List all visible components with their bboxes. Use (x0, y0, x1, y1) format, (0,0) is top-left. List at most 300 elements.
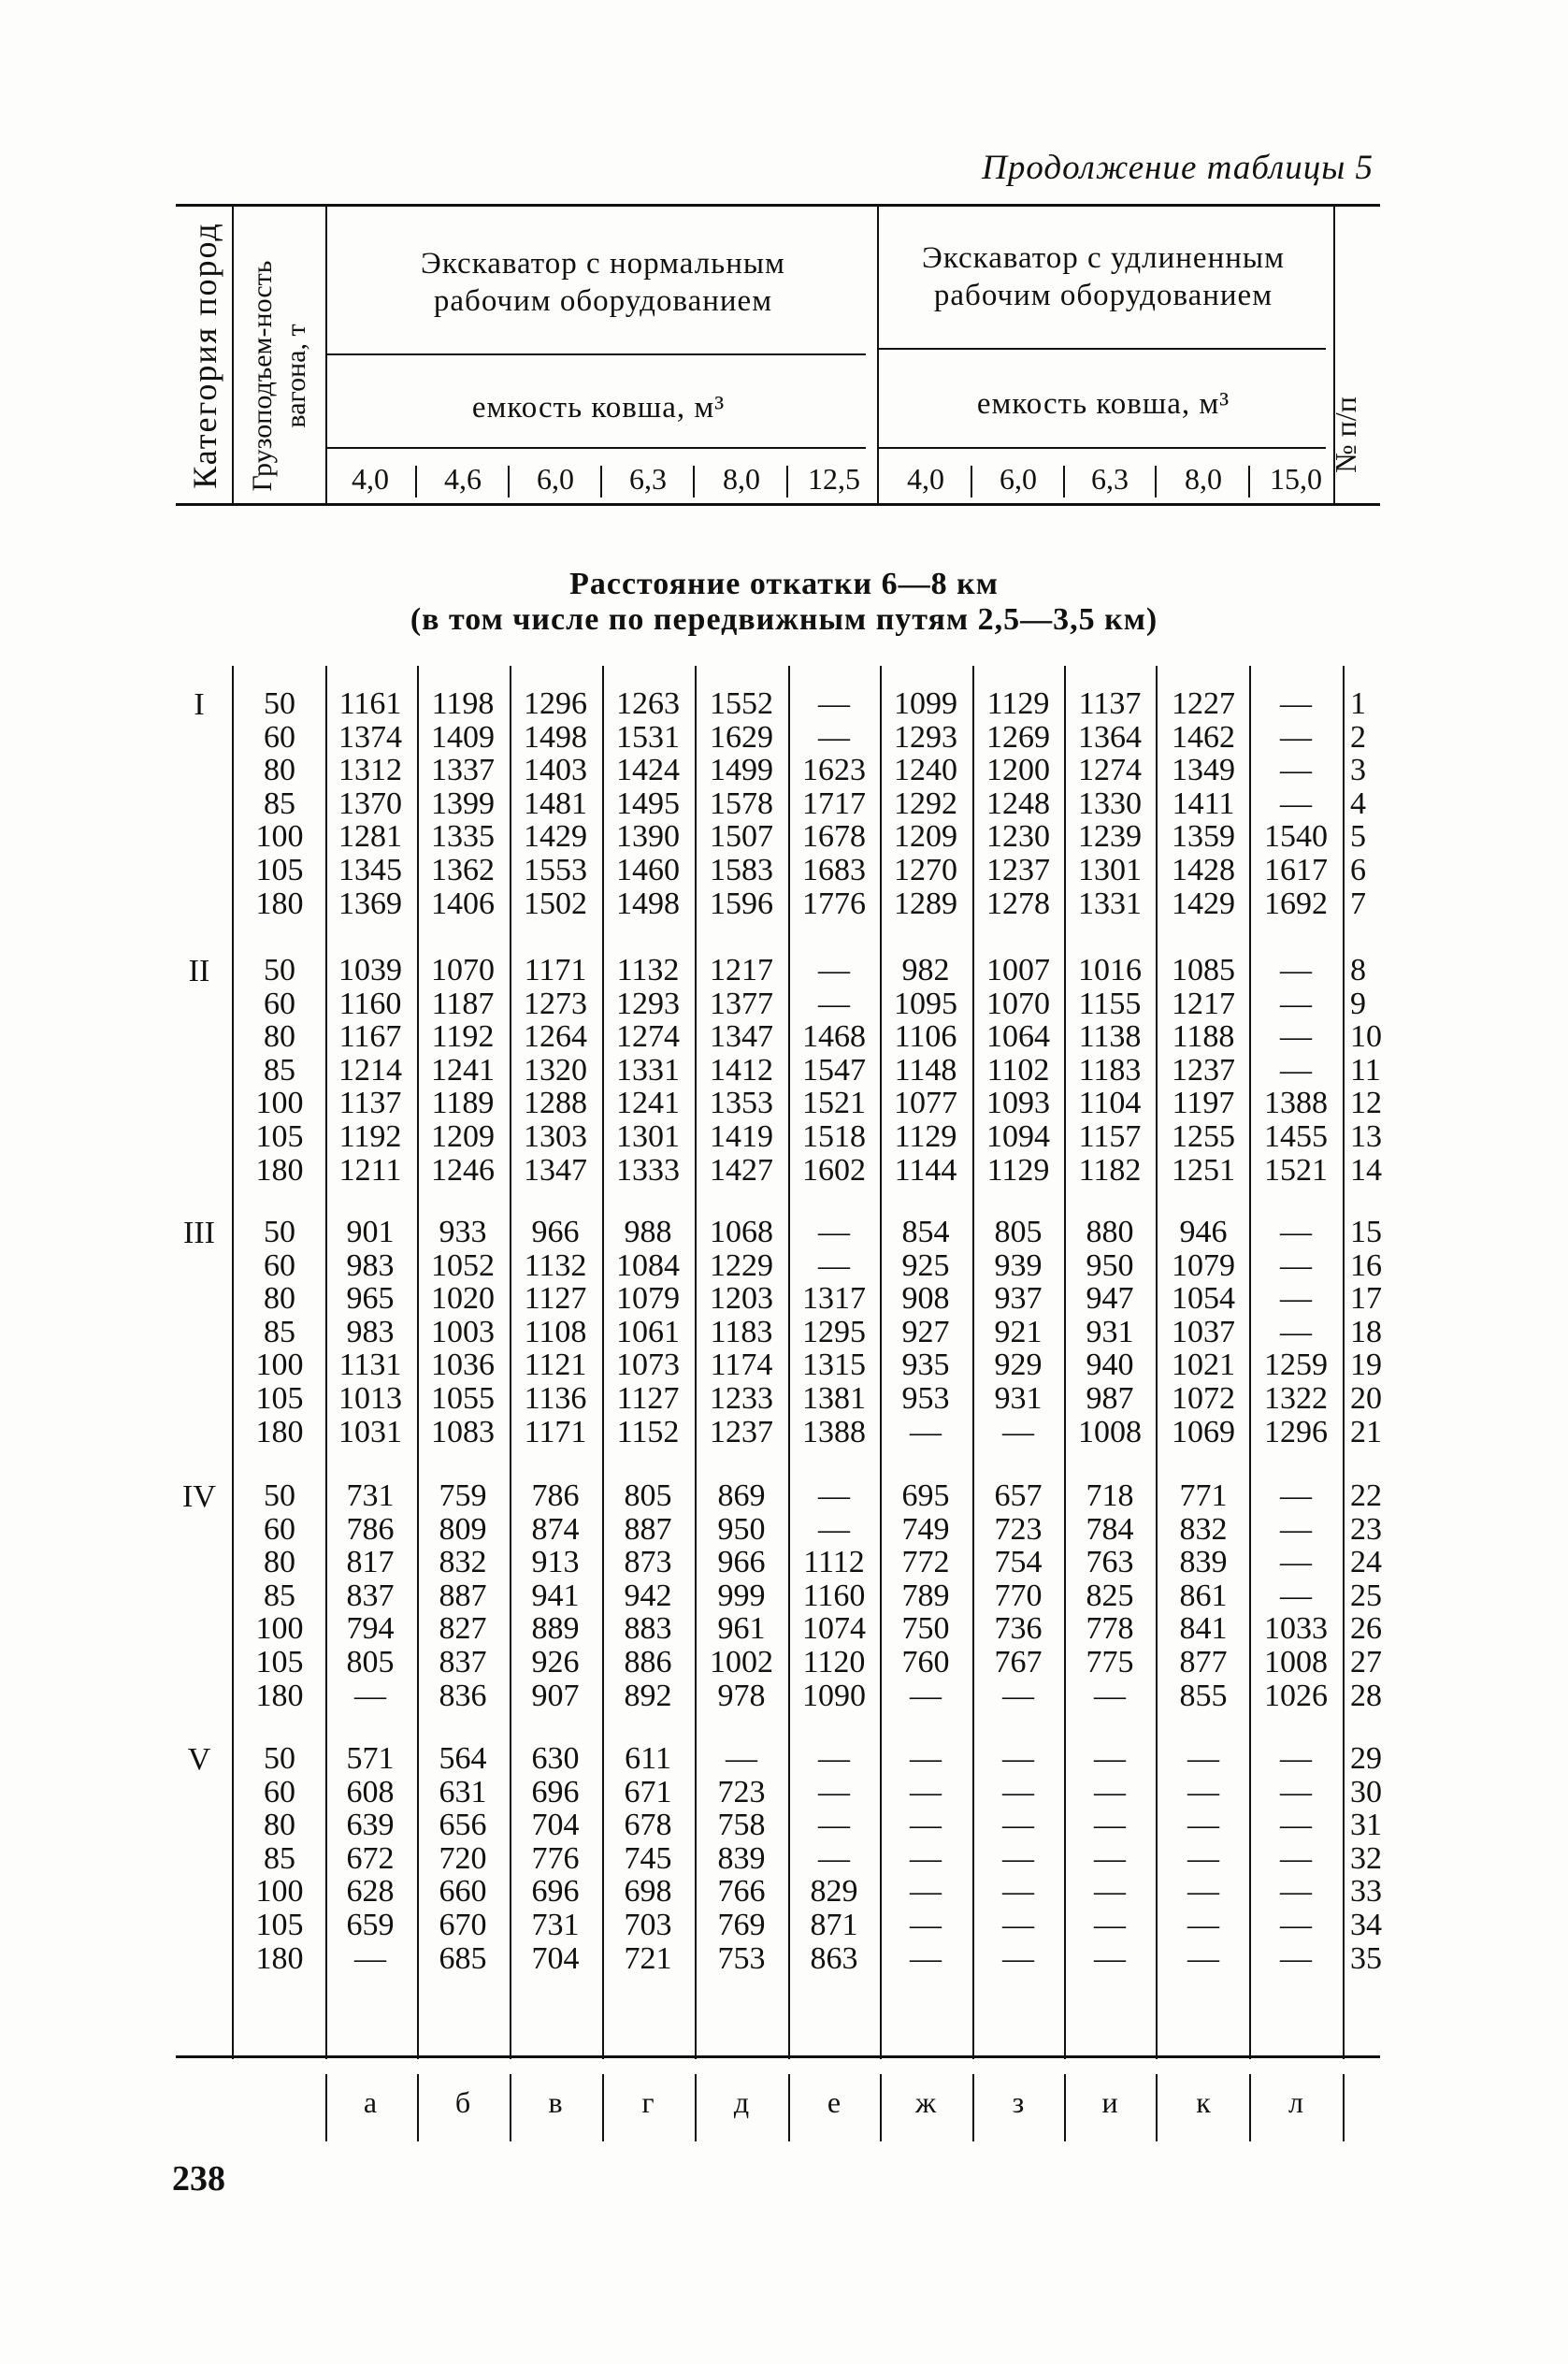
row-number: 24 (1350, 1545, 1382, 1580)
row-number: 27 (1350, 1645, 1382, 1679)
table-cell: — (910, 1908, 942, 1942)
table-cell: 827 (439, 1611, 487, 1647)
table-cell: 1274 (1078, 753, 1142, 788)
table-cell: 1016 (1078, 953, 1142, 987)
table-cell: 1498 (616, 886, 680, 921)
table-cell: 789 (901, 1578, 950, 1613)
row-number: 10 (1350, 1019, 1382, 1055)
table-cell: 731 (346, 1478, 395, 1513)
wagon-capacity: 100 (255, 1086, 304, 1121)
table-cell: — (1187, 1840, 1219, 1876)
table-cell: — (910, 1414, 942, 1449)
table-cell: 1427 (710, 1152, 773, 1188)
bucket-capacity-value: 4,6 (444, 462, 482, 496)
table-cell: — (1280, 1247, 1312, 1283)
table-cell: 953 (901, 1381, 950, 1416)
bucket-capacity-value: 4,0 (352, 462, 389, 496)
table-cell: 1157 (1078, 1119, 1142, 1154)
letter-separator (972, 2074, 974, 2141)
table-cell: — (818, 1808, 850, 1843)
row-number: 1 (1350, 686, 1366, 721)
table-cell: 736 (994, 1611, 1043, 1647)
table-cell: 784 (1086, 1511, 1134, 1547)
table-cell: 946 (1179, 1215, 1228, 1249)
table-cell: 889 (531, 1611, 580, 1647)
table-cell: 933 (439, 1215, 487, 1249)
rock-category: II (188, 954, 210, 988)
table-cell: 786 (346, 1511, 395, 1547)
table-cell: 639 (346, 1808, 395, 1843)
table-cell: 1289 (894, 886, 957, 921)
bucket-capacity-value: 15,0 (1270, 462, 1322, 496)
table-cell: 1211 (338, 1152, 402, 1188)
table-cell: — (1094, 1874, 1126, 1910)
table-cell: 1217 (1172, 986, 1235, 1021)
table-cell: 883 (624, 1611, 672, 1647)
table-cell: 611 (625, 1741, 671, 1776)
table-cell: 935 (901, 1348, 950, 1383)
table-cell: — (1280, 1578, 1312, 1613)
table-cell: 1137 (338, 1086, 402, 1121)
table-cell: 1174 (710, 1348, 773, 1383)
table-cell: 1085 (1172, 953, 1235, 987)
table-cell: 1127 (524, 1281, 587, 1317)
table-cell: 1502 (524, 886, 587, 921)
table-cell: 1152 (616, 1414, 680, 1449)
table-cell: 608 (346, 1774, 395, 1809)
wagon-capacity: 50 (264, 953, 295, 987)
table-cell: 1129 (986, 1152, 1050, 1188)
table-cell: 1132 (524, 1247, 587, 1283)
table-cell: 1388 (802, 1414, 866, 1449)
header-bottom-rule (176, 503, 1380, 506)
table-cell: 966 (531, 1215, 580, 1249)
rock-category: III (183, 1216, 215, 1250)
table-cell: 982 (901, 953, 950, 987)
letter-separator (1064, 2074, 1066, 2141)
table-cell: — (1187, 1774, 1219, 1809)
table-cell: 1331 (616, 1052, 680, 1088)
rock-category: V (187, 1742, 211, 1777)
table-cell: — (1280, 1314, 1312, 1349)
header-group-extended: Экскаватор с удлиненным рабочим оборудованием (922, 241, 1285, 312)
table-cell: 1131 (338, 1348, 402, 1383)
wagon-capacity: 50 (264, 686, 295, 721)
table-cell: 931 (994, 1381, 1043, 1416)
table-cell: 1102 (986, 1052, 1050, 1088)
table-cell: 1281 (338, 819, 402, 855)
table-cell: 1148 (894, 1052, 957, 1088)
table-cell: — (910, 1774, 942, 1809)
row-number: 3 (1350, 753, 1366, 788)
continuation-title: Продолжение таблицы 5 (982, 149, 1374, 187)
table-cell: 1106 (894, 1019, 957, 1055)
bucket-separator (1155, 466, 1157, 497)
bucket-separator (508, 466, 510, 497)
table-cell: 758 (717, 1808, 766, 1843)
table-cell: 1187 (431, 986, 495, 1021)
wagon-capacity: 85 (264, 1052, 295, 1088)
table-cell: — (1187, 1741, 1219, 1776)
table-cell: — (818, 953, 850, 987)
table-cell: 1429 (1172, 886, 1235, 921)
table-cell: 1182 (1078, 1152, 1142, 1188)
table-cell: 760 (901, 1645, 950, 1679)
table-cell: 1198 (431, 686, 495, 721)
table-cell: 754 (994, 1545, 1043, 1580)
table-cell: 656 (439, 1808, 487, 1843)
table-cell: 703 (624, 1908, 672, 1942)
table-cell: — (1280, 1019, 1312, 1055)
table-cell: 1390 (616, 819, 680, 855)
table-cell: 1095 (894, 986, 957, 1021)
table-cell: — (1280, 1874, 1312, 1910)
table-cell: 776 (531, 1840, 580, 1876)
table-cell: 941 (531, 1578, 580, 1613)
row-number: 6 (1350, 853, 1366, 887)
row-number: 19 (1350, 1348, 1382, 1383)
row-number: 12 (1350, 1086, 1382, 1121)
table-cell: 1381 (802, 1381, 866, 1416)
table-cell: 659 (346, 1908, 395, 1942)
table-cell: 1138 (1078, 1019, 1142, 1055)
table-cell: 880 (1086, 1215, 1134, 1249)
column-letter: з (1012, 2085, 1025, 2119)
table-cell: 1008 (1078, 1414, 1142, 1449)
table-cell: 1335 (431, 819, 495, 855)
table-cell: — (1094, 1678, 1126, 1713)
letter-separator (695, 2074, 697, 2141)
table-cell: 1069 (1172, 1414, 1235, 1449)
table-cell: 1776 (802, 886, 866, 921)
table-cell: — (910, 1840, 942, 1876)
table-cell: 1008 (1264, 1645, 1328, 1679)
table-cell: 873 (624, 1545, 672, 1580)
table-cell: 720 (439, 1840, 487, 1876)
table-cell: 1349 (1172, 753, 1235, 788)
table-cell: 1240 (894, 753, 957, 788)
table-cell: 1020 (431, 1281, 495, 1317)
table-cell: 1230 (986, 819, 1050, 855)
table-cell: 1037 (1172, 1314, 1235, 1349)
table-cell: 1192 (338, 1119, 402, 1154)
body-vline (232, 666, 234, 2059)
table-cell: 1072 (1172, 1381, 1235, 1416)
table-cell: 772 (901, 1545, 950, 1580)
bucket-separator (786, 466, 788, 497)
table-cell: 1499 (710, 753, 773, 788)
table-cell: — (1280, 1908, 1312, 1942)
table-cell: 832 (1179, 1511, 1228, 1547)
table-cell: 1596 (710, 886, 773, 921)
row-number: 22 (1350, 1478, 1382, 1513)
table-cell: 1409 (431, 719, 495, 755)
table-cell: 913 (531, 1545, 580, 1580)
table-cell: 1061 (616, 1314, 680, 1349)
table-cell: 1127 (616, 1381, 680, 1416)
table-cell: 1021 (1172, 1348, 1235, 1383)
table-cell: 1132 (616, 953, 680, 987)
table-cell: — (1002, 1940, 1034, 1976)
wagon-capacity: 105 (255, 853, 304, 887)
table-cell: 670 (439, 1908, 487, 1942)
table-cell: 1521 (802, 1086, 866, 1121)
table-cell: 1330 (1078, 786, 1142, 821)
wagon-capacity: 85 (264, 1314, 295, 1349)
wagon-capacity: 100 (255, 819, 304, 855)
table-cell: 1214 (338, 1052, 402, 1088)
table-cell: 1144 (894, 1152, 957, 1188)
table-cell: 861 (1179, 1578, 1228, 1613)
table-cell: — (1002, 1774, 1034, 1809)
row-number: 26 (1350, 1611, 1382, 1647)
bucket-separator (693, 466, 695, 497)
wagon-capacity: 85 (264, 1840, 295, 1876)
bucket-capacity-value: 8,0 (723, 462, 760, 496)
table-cell: — (1280, 1741, 1312, 1776)
table-cell: — (818, 1741, 850, 1776)
wagon-capacity: 85 (264, 786, 295, 821)
table-cell: — (1094, 1908, 1126, 1942)
table-cell: 1094 (986, 1119, 1050, 1154)
table-cell: 1462 (1172, 719, 1235, 755)
table-cell: 1068 (710, 1215, 773, 1249)
header-group-normal: Экскаватор с нормальным рабочим оборудованием (421, 247, 785, 318)
table-cell: 1112 (803, 1545, 865, 1580)
table-cell: — (1002, 1908, 1034, 1942)
wagon-capacity: 60 (264, 986, 295, 1021)
table-cell: 1237 (1172, 1052, 1235, 1088)
table-cell: 841 (1179, 1611, 1228, 1647)
table-cell: — (1280, 1808, 1312, 1843)
row-number: 30 (1350, 1774, 1382, 1809)
table-cell: 704 (531, 1808, 580, 1843)
table-cell: 731 (531, 1908, 580, 1942)
table-cell: 1039 (338, 953, 402, 987)
bucket-separator (415, 466, 417, 497)
table-cell: 1468 (802, 1019, 866, 1055)
table-cell: 660 (439, 1874, 487, 1910)
table-cell: 1293 (616, 986, 680, 1021)
table-cell: 1183 (710, 1314, 773, 1349)
table-cell: 1090 (802, 1678, 866, 1713)
table-cell: 901 (346, 1215, 395, 1249)
table-cell: 892 (624, 1678, 672, 1713)
table-cell: 1412 (710, 1052, 773, 1088)
table-cell: 1161 (338, 686, 402, 721)
table-cell: 1403 (524, 753, 587, 788)
rock-category: I (194, 687, 205, 722)
header-vline-3 (877, 204, 879, 505)
table-cell: 696 (531, 1774, 580, 1809)
table-cell: 1288 (524, 1086, 587, 1121)
table-cell: — (910, 1741, 942, 1776)
table-cell: 1052 (431, 1247, 495, 1283)
bucket-capacity-value: 4,0 (907, 462, 944, 496)
letter-separator (880, 2074, 882, 2141)
table-cell: 1203 (710, 1281, 773, 1317)
table-cell: — (1187, 1808, 1219, 1843)
table-cell: 723 (717, 1774, 766, 1809)
footer-rule (176, 2055, 1380, 2058)
table-cell: — (1094, 1840, 1126, 1876)
table-cell: 721 (624, 1940, 672, 1976)
table-cell: 766 (717, 1874, 766, 1910)
table-cell: 698 (624, 1874, 672, 1910)
table-cell: 1353 (710, 1086, 773, 1121)
header-subrule-4 (879, 447, 1326, 449)
table-cell: 1531 (616, 719, 680, 755)
table-cell: 1683 (802, 853, 866, 887)
header-subrule-1 (327, 353, 866, 355)
header-top-rule (176, 204, 1380, 207)
table-cell: — (1280, 1478, 1312, 1513)
letter-separator (602, 2074, 604, 2141)
table-cell: 1296 (524, 686, 587, 721)
table-cell: 1084 (616, 1247, 680, 1283)
table-cell: — (1002, 1808, 1034, 1843)
table-cell: 1629 (710, 719, 773, 755)
table-cell: 1295 (802, 1314, 866, 1349)
table-cell: 1429 (524, 819, 587, 855)
table-cell: 628 (346, 1874, 395, 1910)
header-bucket-extended: емкость ковша, м³ (976, 387, 1230, 421)
bucket-capacity-value: 8,0 (1185, 462, 1222, 496)
table-cell: 874 (531, 1511, 580, 1547)
bucket-separator (971, 466, 972, 497)
table-cell: 1518 (802, 1119, 866, 1154)
table-cell: 927 (901, 1314, 950, 1349)
table-cell: 854 (901, 1215, 950, 1249)
table-cell: 983 (346, 1314, 395, 1349)
table-cell: 805 (624, 1478, 672, 1513)
table-cell: 1498 (524, 719, 587, 755)
table-cell: 1104 (1078, 1086, 1142, 1121)
table-cell: 1678 (802, 819, 866, 855)
table-cell: — (818, 1840, 850, 1876)
wagon-capacity: 80 (264, 1019, 295, 1055)
row-number: 25 (1350, 1578, 1382, 1613)
table-cell: 1189 (431, 1086, 495, 1121)
table-cell: 950 (717, 1511, 766, 1547)
table-cell: 939 (994, 1247, 1043, 1283)
row-number: 2 (1350, 719, 1366, 755)
table-cell: 1033 (1264, 1611, 1328, 1647)
letter-separator (417, 2074, 419, 2141)
table-cell: 1237 (986, 853, 1050, 887)
letter-separator (325, 2074, 327, 2141)
header-vline-1 (232, 204, 234, 505)
table-cell: 1093 (986, 1086, 1050, 1121)
table-cell: — (1280, 719, 1312, 755)
table-cell: 1364 (1078, 719, 1142, 755)
table-cell: 1209 (431, 1119, 495, 1154)
bucket-separator (600, 466, 602, 497)
table-cell: 1083 (431, 1414, 495, 1449)
table-cell: 1241 (616, 1086, 680, 1121)
wagon-capacity: 60 (264, 1247, 295, 1283)
wagon-capacity: 180 (255, 886, 304, 921)
table-cell: 1241 (431, 1052, 495, 1088)
row-number: 4 (1350, 786, 1366, 821)
table-cell: 863 (810, 1940, 858, 1976)
row-number: 34 (1350, 1908, 1382, 1942)
table-cell: 805 (346, 1645, 395, 1679)
table-cell: 1155 (1078, 986, 1142, 1021)
row-number: 23 (1350, 1511, 1382, 1547)
table-cell: 1547 (802, 1052, 866, 1088)
table-cell: 745 (624, 1840, 672, 1876)
row-number: 17 (1350, 1281, 1382, 1317)
wagon-capacity: 80 (264, 1281, 295, 1317)
table-cell: 925 (901, 1247, 950, 1283)
table-cell: — (1002, 1678, 1034, 1713)
table-cell: 1070 (431, 953, 495, 987)
table-cell: — (1280, 953, 1312, 987)
table-cell: 1495 (616, 786, 680, 821)
table-cell: 1209 (894, 819, 957, 855)
table-cell: 1602 (802, 1152, 866, 1188)
row-number: 14 (1350, 1152, 1382, 1188)
table-cell: 869 (717, 1478, 766, 1513)
wagon-capacity: 60 (264, 1511, 295, 1547)
table-cell: 877 (1179, 1645, 1228, 1679)
table-cell: 571 (346, 1741, 395, 1776)
section-title-line2: (в том числе по передвижным путям 2,5—3,5 км) (410, 602, 1158, 637)
table-cell: 809 (439, 1511, 487, 1547)
table-cell: — (1280, 1840, 1312, 1876)
column-letter: д (733, 2085, 750, 2119)
letter-separator (1343, 2074, 1345, 2141)
table-cell: 1054 (1172, 1281, 1235, 1317)
table-cell: 1583 (710, 853, 773, 887)
table-cell: 1264 (524, 1019, 587, 1055)
table-cell: 1320 (524, 1052, 587, 1088)
table-cell: 1362 (431, 853, 495, 887)
wagon-capacity: 100 (255, 1874, 304, 1910)
table-cell: 685 (439, 1940, 487, 1976)
table-cell: 695 (901, 1478, 950, 1513)
table-cell: 1003 (431, 1314, 495, 1349)
table-cell: 1347 (524, 1152, 587, 1188)
table-cell: 886 (624, 1645, 672, 1679)
table-cell: 775 (1086, 1645, 1134, 1679)
table-cell: — (1094, 1741, 1126, 1776)
table-cell: — (910, 1874, 942, 1910)
table-cell: 887 (439, 1578, 487, 1613)
row-number: 32 (1350, 1840, 1382, 1876)
table-cell: 1171 (524, 953, 587, 987)
table-cell: 1070 (986, 986, 1050, 1021)
row-number: 18 (1350, 1314, 1382, 1349)
table-cell: 1079 (1172, 1247, 1235, 1283)
wagon-capacity: 85 (264, 1578, 295, 1613)
table-cell: — (354, 1678, 386, 1713)
table-cell: 1233 (710, 1381, 773, 1416)
table-cell: — (818, 1478, 850, 1513)
table-cell: 1322 (1264, 1381, 1328, 1416)
row-number: 31 (1350, 1808, 1382, 1843)
table-cell: 1317 (802, 1281, 866, 1317)
row-number: 21 (1350, 1414, 1382, 1449)
table-cell: 1296 (1264, 1414, 1328, 1449)
wagon-capacity: 180 (255, 1414, 304, 1449)
table-cell: 1278 (986, 886, 1050, 921)
table-cell: — (1280, 1215, 1312, 1249)
table-cell: — (1094, 1940, 1126, 1976)
table-cell: 1553 (524, 853, 587, 887)
table-cell: — (354, 1940, 386, 1976)
